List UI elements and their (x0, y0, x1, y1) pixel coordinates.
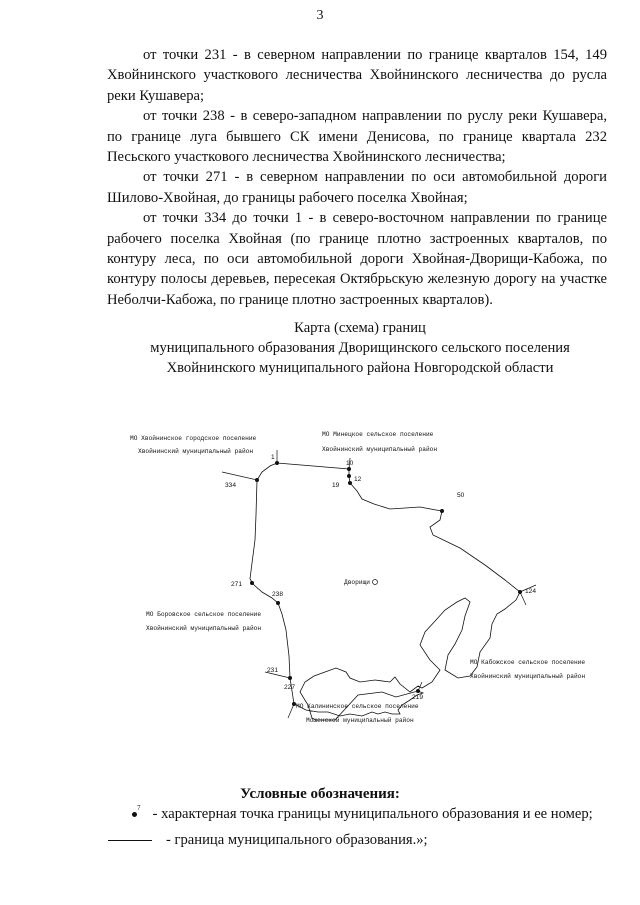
neighbor-label: МО Кабожское сельское поселение (470, 659, 586, 666)
point-number-238: 238 (272, 591, 284, 598)
boundary-branch (222, 472, 257, 480)
point-number-227: 227 (284, 684, 296, 691)
boundary-line-icon (108, 840, 152, 841)
boundary-point (347, 474, 351, 478)
boundary-map-svg (100, 420, 620, 750)
neighbor-label: Хвойнинский муниципальный район (146, 625, 262, 632)
map-title-line: Хвойнинского муниципального района Новгородской области (166, 360, 554, 376)
point-symbol-icon (132, 804, 141, 817)
settlement-label: Дворищи (344, 579, 370, 586)
neighbor-label: МО Калининское сельское поселение (296, 703, 419, 710)
legend-point-text: - характерная точка границы муниципального образования и ее номер; (152, 806, 593, 822)
map-title-line: муниципального образования Дворищинского сельского поселения (150, 340, 570, 356)
legend-line-text: - граница муниципального образования.»; (166, 832, 428, 848)
boundary-point (518, 590, 522, 594)
point-number-10: 10 (346, 460, 354, 467)
neighbor-label: Хвойнинский муниципальный район (470, 673, 586, 680)
legend-point-row (132, 806, 593, 823)
boundary-description (107, 45, 607, 310)
boundary-point (416, 689, 420, 693)
neighbor-label: МО Хвойнинское городское поселение (130, 435, 257, 442)
point-number-50: 50 (457, 492, 465, 499)
legend-line-row (108, 832, 428, 849)
point-number-334: 334 (225, 482, 237, 489)
neighbor-label: Хвойнинский муниципальный район (322, 446, 438, 453)
boundary-point (440, 509, 444, 513)
neighbor-label: МО Боровское сельское поселение (146, 611, 262, 618)
paragraph: от точки 231 - в северном направлении по границе кварталов 154, 149 Хвойнинского участкового лесничества Хвойнинского лесничества до русла реки Кушавера; (107, 47, 607, 104)
paragraph: от точки 271 - в северном направлении по оси автомобильной дороги Шилово-Хвойная, до границы рабочего поселка Хвойная; (107, 169, 607, 206)
boundary-point (288, 676, 292, 680)
point-number-271: 271 (231, 581, 243, 588)
boundary-branch (288, 704, 294, 718)
boundary-map (100, 420, 620, 750)
paragraph: от точки 334 до точки 1 - в северо-восточном направлении по границе рабочего поселка Хвойная (по границе плотно застроенных кварталов, по контуру леса, по оси автомобильной дороги Хвойная-Дворищи-Кабожа, по контуру полосы деревьев, пересекая Октябрьскую железную дорогу на участке Неболчи-Кабожа, по границе плотно застроенных кварталов). (107, 210, 607, 308)
boundary-point (250, 581, 254, 585)
settlement-marker (373, 580, 378, 585)
point-number-12: 12 (354, 476, 362, 483)
municipal-boundary (250, 463, 520, 720)
legend-point-sample: 7 (137, 804, 141, 813)
boundary-point (347, 467, 351, 471)
point-number-124: 124 (525, 588, 537, 595)
page-number: 3 (316, 8, 324, 23)
map-title (60, 318, 640, 378)
point-number-19: 19 (332, 482, 340, 489)
boundary-point (348, 481, 352, 485)
neighbor-label: МО Минецкое сельское поселение (322, 431, 434, 438)
boundary-point (275, 461, 279, 465)
point-number-231: 231 (267, 667, 279, 674)
neighbor-label: Хвойнинский муниципальный район (138, 448, 254, 455)
boundary-point (255, 478, 259, 482)
legend-title: Условные обозначения: (240, 786, 400, 802)
map-title-line: Карта (схема) границ (294, 320, 426, 336)
boundary-point (276, 601, 280, 605)
neighbor-label: Мошенской муниципальный район (306, 717, 414, 724)
paragraph: от точки 238 - в северо-западном направлении по руслу реки Кушавера, по границе луга бывшего СК имени Денисова, по границе квартала 232 Песьского участкового лесничества Хвойнинского лесничества; (107, 108, 607, 166)
point-number-1: 1 (271, 454, 275, 461)
point-number-219: 219 (412, 694, 424, 701)
